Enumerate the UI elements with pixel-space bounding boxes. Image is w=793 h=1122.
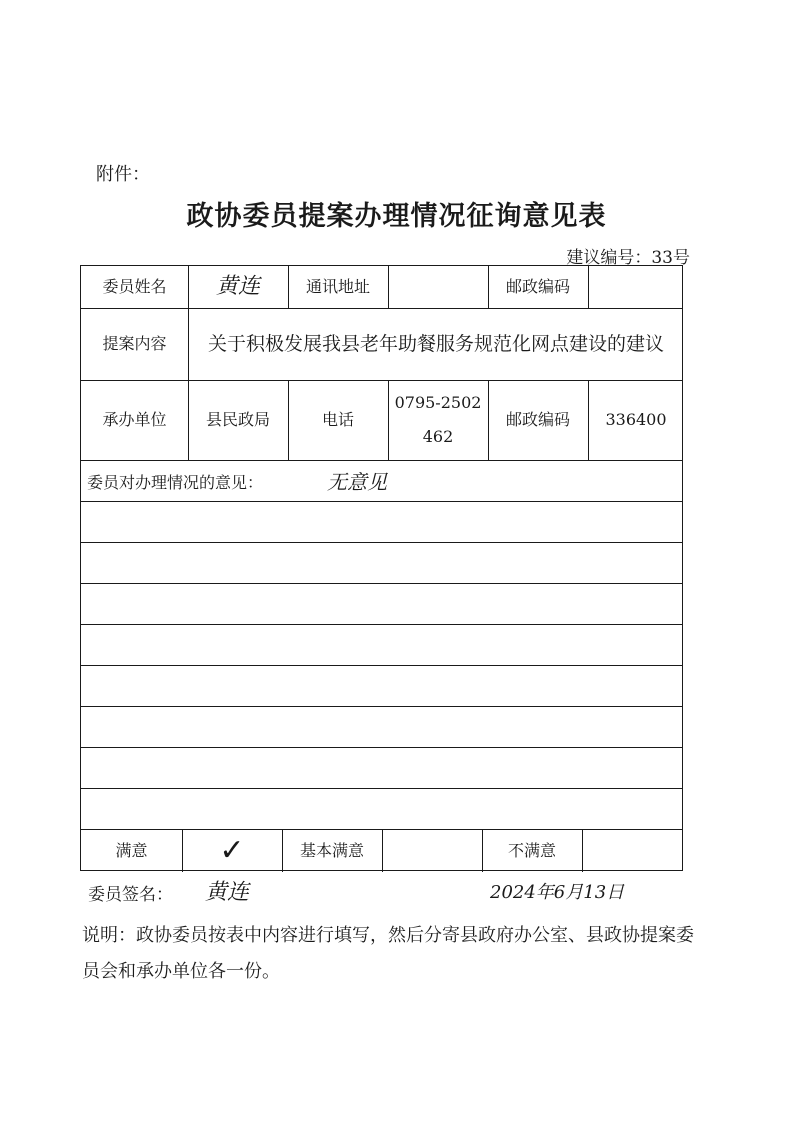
instruction-note: 说明：政协委员按表中内容进行填写，然后分寄县政府办公室、县政协提案委员会和承办单位各一份。 — [82, 925, 694, 982]
postal-code-label-2: 邮政编码 — [505, 410, 570, 430]
phone-label: 电话 — [321, 410, 354, 430]
satisfied-check-icon: ✓ — [219, 832, 245, 868]
signature-label: 委员签名： — [88, 885, 173, 905]
basic-satisfied-box — [382, 829, 482, 872]
phone-value: 0795-2502462 — [394, 393, 482, 446]
opinion-label: 委员对办理情况的意见： — [87, 473, 264, 492]
opinion-form-table — [80, 265, 683, 871]
satisfied-label: 满意 — [115, 840, 148, 860]
page-title: 政协委员提案办理情况征询意见表 — [186, 201, 607, 232]
attachment-label: 附件： — [96, 164, 150, 185]
postal-code-value — [588, 266, 684, 308]
proposal-content-label: 提案内容 — [102, 334, 167, 354]
postal-code-label: 邮政编码 — [505, 277, 570, 297]
handling-unit-value: 县民政局 — [205, 410, 270, 430]
handling-unit-label: 承办单位 — [102, 410, 167, 430]
postal-code-value-2: 336400 — [605, 410, 667, 430]
member-name-label: 委员姓名 — [102, 277, 167, 297]
basic-satisfied-label: 基本满意 — [299, 840, 364, 860]
opinion-value: 无意见 — [327, 470, 387, 494]
signature-date: 2024年6月13日 — [490, 882, 625, 903]
member-name-value: 黄连 — [215, 274, 260, 300]
signature-value: 黄连 — [205, 880, 250, 905]
proposal-content-value: 关于积极发展我县老年助餐服务规范化网点建设的建议 — [207, 333, 664, 355]
not-satisfied-box — [582, 829, 684, 872]
address-value — [388, 266, 488, 308]
not-satisfied-label: 不满意 — [507, 840, 556, 860]
address-label: 通讯地址 — [305, 277, 370, 297]
proposal-number: 建议编号：33号 — [566, 248, 690, 268]
